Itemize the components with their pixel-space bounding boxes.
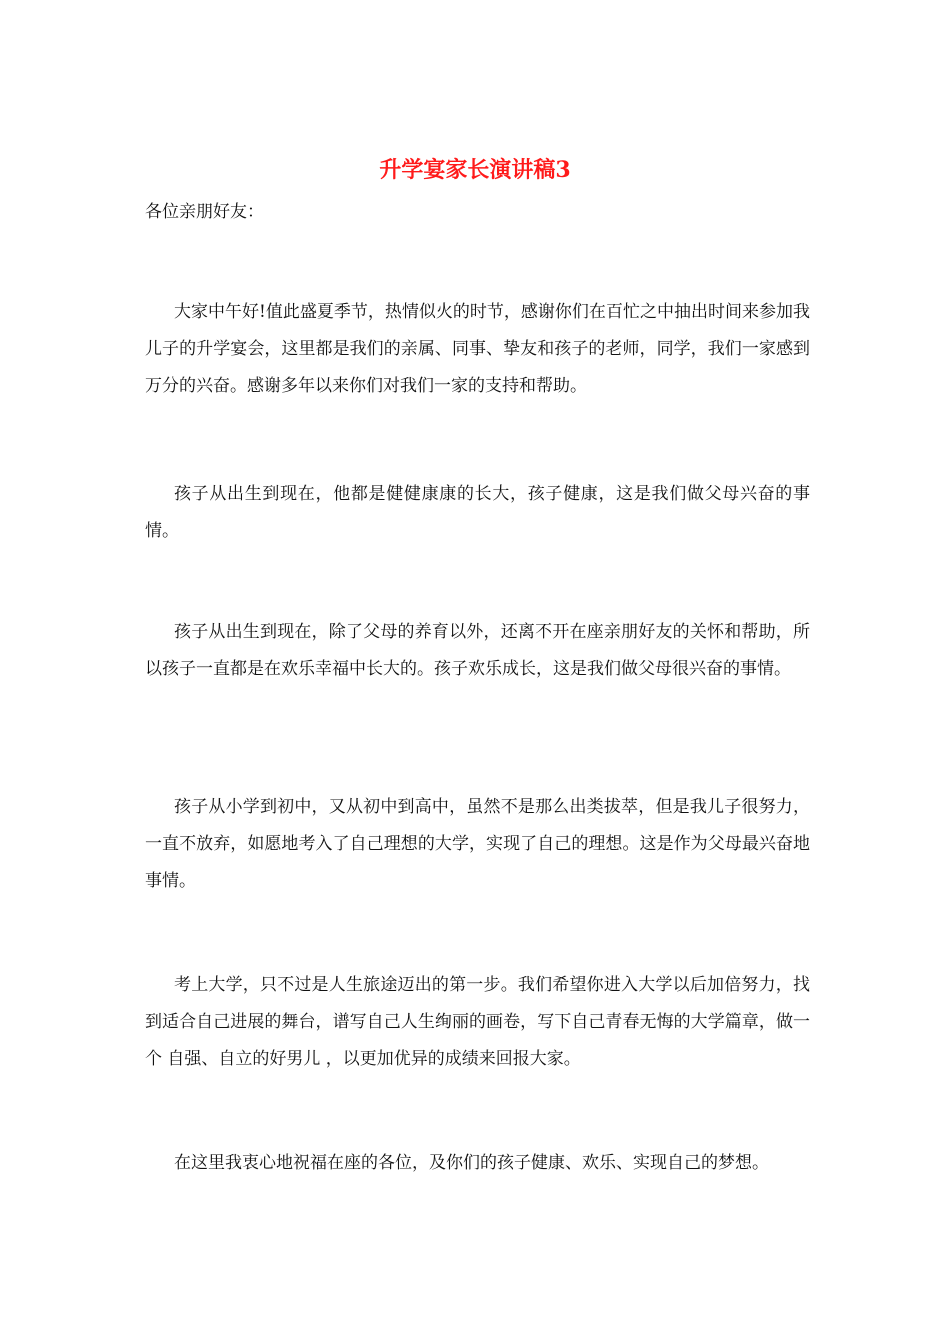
paragraph-2: 孩子从出生到现在，他都是健健康康的长大，孩子健康，这是我们做父母兴奋的事情。 <box>145 484 810 541</box>
document-title: 升学宴家长演讲稿3 <box>379 157 571 183</box>
paragraph-4: 孩子从小学到初中，又从初中到高中，虽然不是那么出类拔萃，但是我儿子很努力，一直不放弃，如愿地考入了自己理想的大学，实现了自己的理想。这是作为父母最兴奋地事情。 <box>145 797 810 891</box>
paragraph-6: 在这里我衷心地祝福在座的各位，及你们的孩子健康、欢乐、实现自己的梦想。 <box>174 1153 769 1173</box>
paragraph-1: 大家中午好!值此盛夏季节，热情似火的时节，感谢你们在百忙之中抽出时间来参加我儿子的升学宴会，这里都是我们的亲属、同事、挚友和孩子的老师，同学，我们一家感到万分的兴奋。感谢多年以来你们对我们一家的支持和帮助。 <box>145 302 810 396</box>
paragraph-3: 孩子从出生到现在，除了父母的养育以外，还离不开在座亲朋好友的关怀和帮助，所以孩子一直都是在欢乐幸福中长大的。孩子欢乐成长，这是我们做父母很兴奋的事情。 <box>145 622 810 679</box>
greeting-line: 各位亲朋好友： <box>145 202 264 222</box>
paragraph-5: 考上大学，只不过是人生旅途迈出的第一步。我们希望你进入大学以后加倍努力，找到适合自己进展的舞台，谱写自己人生绚丽的画卷，写下自己青春无悔的大学篇章，做一个 自强、自立的好男儿 ，以更加优异的成绩来回报大家。 <box>145 975 810 1069</box>
